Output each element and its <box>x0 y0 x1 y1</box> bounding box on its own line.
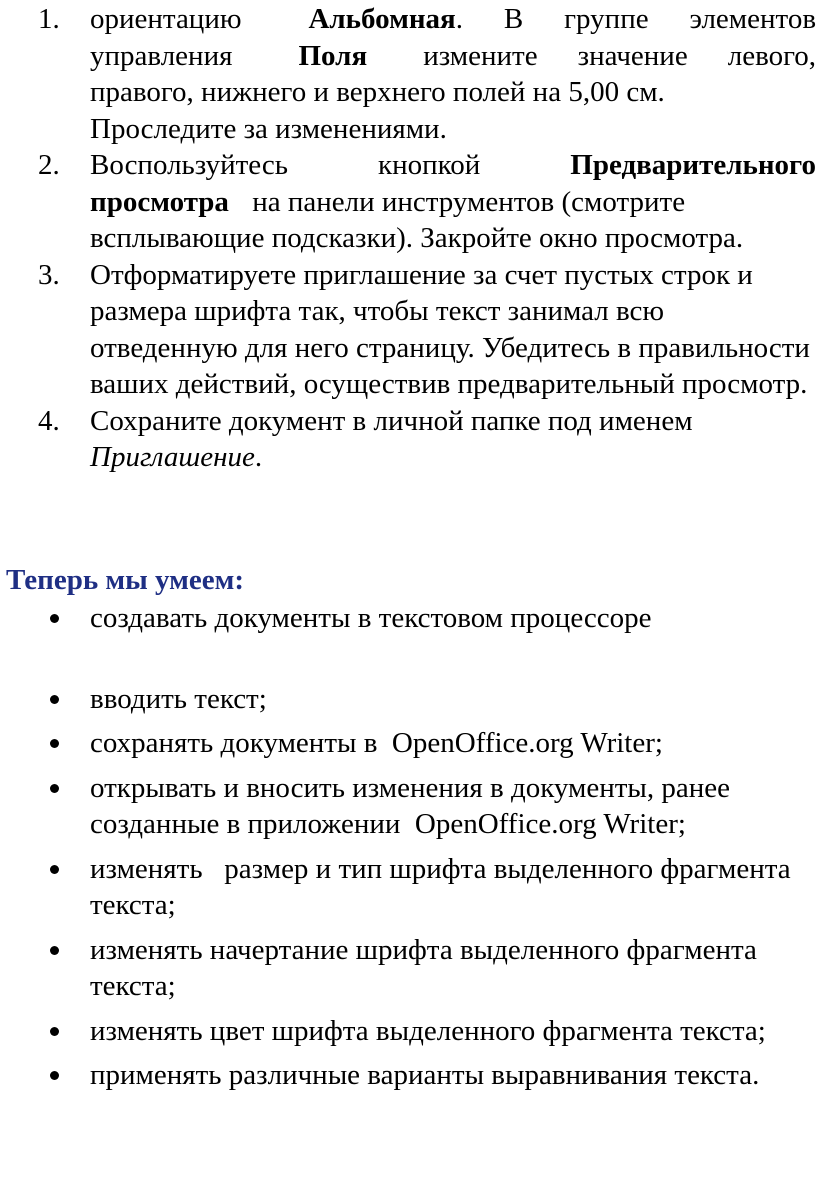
bullet-dot-icon <box>50 739 59 748</box>
bullet-item: изменять начертание шрифта выделенного фрагмента текста; <box>36 932 816 1005</box>
section-heading: Теперь мы умеем: <box>6 564 245 596</box>
landscape-term: Альбомная <box>308 3 456 35</box>
list-item-4 <box>38 403 816 476</box>
list-item-3 <box>38 257 816 403</box>
skills-bullet-list <box>36 600 816 1102</box>
bullet-item: создавать документы в текстовом процессоре <box>36 600 816 637</box>
preview-term-part-1: Предварительного <box>570 149 816 181</box>
bullet-dot-icon <box>50 1027 59 1036</box>
list-number: 1. <box>38 3 60 35</box>
preview-term-part-2: просмотра <box>90 185 229 218</box>
bullet-item: сохранять документы в OpenOffice.org Writer; <box>36 725 816 762</box>
bullet-dot-icon <box>50 1071 59 1080</box>
list-number: 4. <box>38 404 60 437</box>
list-number: 2. <box>38 149 60 181</box>
list-item-2 <box>38 147 816 257</box>
bullet-dot-icon <box>50 946 59 955</box>
bullet-item: изменять размер и тип шрифта выделенного фрагмента текста; <box>36 851 816 924</box>
numbered-instructions-list <box>38 1 816 476</box>
bullet-dot-icon <box>50 865 59 874</box>
filename-italic: Приглашение <box>90 441 255 473</box>
bullet-dot-icon <box>50 784 59 793</box>
bullet-item: вводить текст; <box>36 681 816 718</box>
item-1-line-2: управления Поля измените значение левого, <box>90 39 816 72</box>
list-item-1 <box>38 1 816 147</box>
bullet-item: применять различные варианты выравнивания текста. <box>36 1057 816 1094</box>
margins-term: Поля <box>298 39 368 72</box>
item-1-line-1: ориентацию Альбомная. В группе элементов <box>90 3 816 35</box>
item-4-text: Сохраните документ в личной папке под именем Приглашение. <box>90 404 693 473</box>
item-2-rest: просмотра на панели инструментов (смотрите всплывающие подсказки). Закройте окно просмотра. <box>90 185 744 254</box>
item-1-rest: правого, нижнего и верхнего полей на 5,00 см. Проследите за изменениями. <box>90 76 665 145</box>
bullet-dot-icon <box>50 614 59 623</box>
bullet-item: изменять цвет шрифта выделенного фрагмента текста; <box>36 1013 816 1050</box>
item-2-line-1: Воспользуйтесь кнопкой Предварительного <box>90 149 816 181</box>
list-number: 3. <box>38 258 60 291</box>
bullet-item: открывать и вносить изменения в документы, ранее созданные в приложении OpenOffice.org Writer; <box>36 770 816 843</box>
bullet-dot-icon <box>50 695 59 704</box>
item-3-text: Отформатируете приглашение за счет пустых строк и размера шрифта так, чтобы текст занимал всю отведенную для него страницу. Убедитесь в правильности ваших действий, осуществив предварительный просмотр. <box>90 258 810 400</box>
